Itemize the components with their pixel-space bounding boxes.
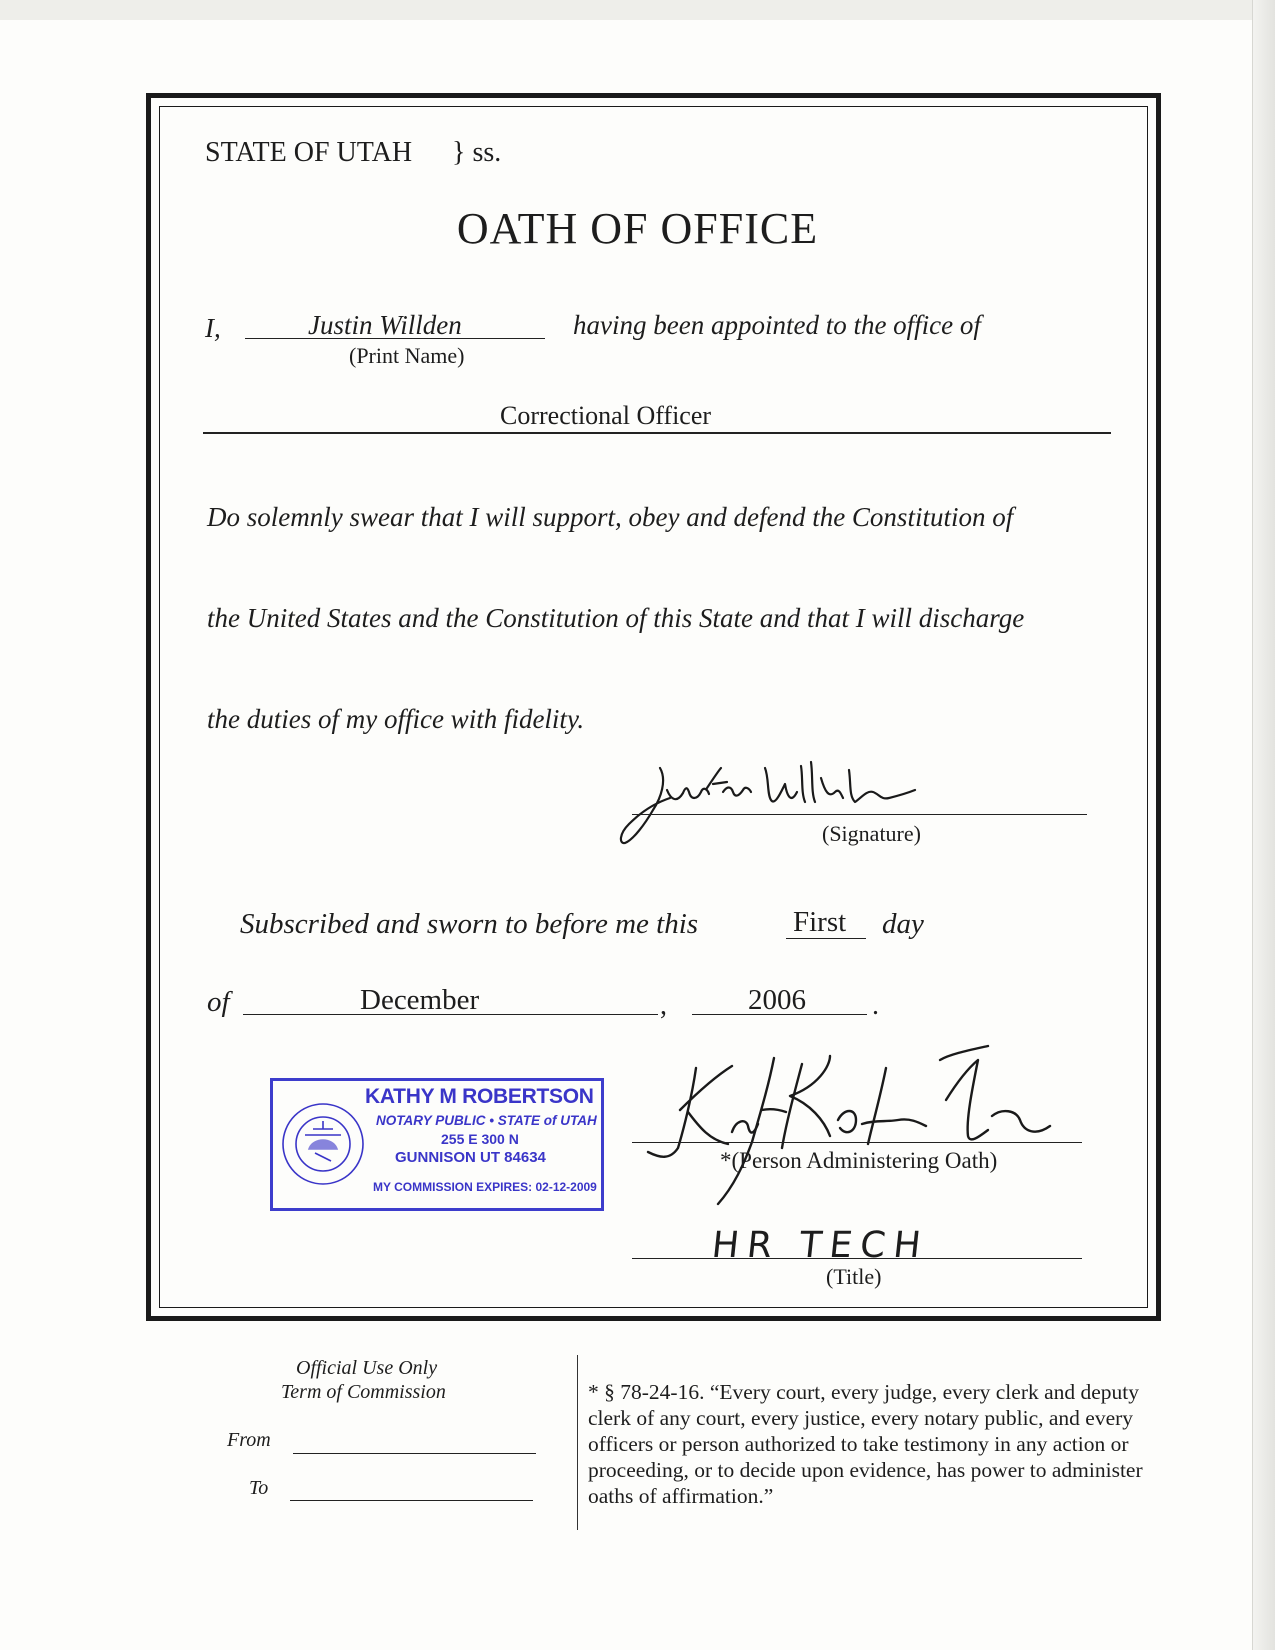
statute-text: * § 78-24-16. “Every court, every judge, every clerk and deputy clerk of any court, every justice, every notary public, and every officers or person authorized to take testimony in any action or proceeding, or to decide upon evidence, has power to administer oaths of affirmation.” [588, 1380, 1143, 1508]
signature-caption: (Signature) [822, 821, 921, 846]
from-label: From [227, 1429, 271, 1451]
to-label: To [249, 1477, 269, 1499]
stamp-name: KATHY M ROBERTSON [365, 1085, 594, 1108]
title-caption: (Title) [826, 1264, 882, 1289]
administrator-signature [640, 1040, 1100, 1215]
official-use-heading: Official Use Only [296, 1357, 438, 1379]
footer-divider [577, 1355, 578, 1530]
month-value: December [360, 984, 480, 1016]
administrator-title-value: HR TECH [709, 1225, 931, 1266]
stamp-line-3: GUNNISON UT 84634 [395, 1149, 546, 1166]
office-line [203, 432, 1111, 434]
day-suffix: day [882, 908, 924, 940]
signature-line [632, 814, 1087, 815]
year-line [692, 1014, 867, 1015]
state-heading: STATE OF UTAH [205, 137, 413, 168]
administrator-line [632, 1142, 1082, 1143]
state-seal-icon [279, 1089, 367, 1199]
print-name-value: Justin Willden [308, 310, 462, 340]
year-value: 2006 [748, 984, 806, 1016]
term-of-commission: Term of Commission [281, 1381, 446, 1403]
print-name-caption: (Print Name) [349, 343, 465, 368]
day-line [786, 938, 866, 939]
oath-line-2: the United States and the Constitution of this State and that I will discharge [207, 603, 1025, 633]
pronoun-i: I, [205, 313, 221, 343]
oath-line-3: the duties of my office with fidelity. [207, 704, 585, 734]
office-value: Correctional Officer [500, 401, 712, 430]
title-line [632, 1258, 1082, 1259]
oath-line-1: Do solemnly swear that I will support, obey and defend the Constitution of [207, 502, 1014, 532]
subscribed-text: Subscribed and sworn to before me this [240, 908, 699, 940]
appointed-text: having been appointed to the office of [573, 310, 981, 340]
date-period: . [872, 990, 879, 1021]
administrator-caption: *(Person Administering Oath) [720, 1148, 998, 1173]
day-value: First [793, 906, 847, 938]
document-title: OATH OF OFFICE [456, 204, 819, 253]
stamp-line-4: MY COMMISSION EXPIRES: 02-12-2009 [373, 1180, 597, 1194]
notary-stamp [270, 1078, 604, 1211]
print-name-line [245, 338, 545, 339]
venue-ss: } ss. [452, 137, 502, 168]
date-comma: , [660, 990, 667, 1021]
to-line [290, 1500, 533, 1501]
stamp-line-1: NOTARY PUBLIC • STATE of UTAH [376, 1113, 597, 1128]
stamp-line-2: 255 E 300 N [441, 1131, 519, 1147]
month-line [243, 1014, 658, 1015]
from-line [293, 1453, 536, 1454]
of-label: of [207, 986, 230, 1018]
scan-top-shade [0, 0, 1275, 20]
